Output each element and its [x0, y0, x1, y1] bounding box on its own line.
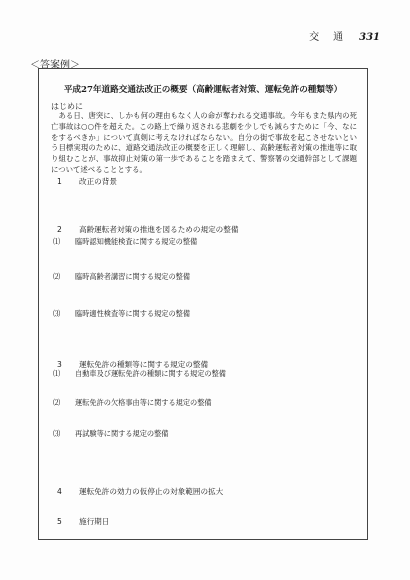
section-4-heading: 4 運転免許の効力の仮停止の対象範囲の拡大: [57, 487, 224, 496]
page-header: [309, 28, 380, 43]
intro-paragraph: ある日、唐突に、しかも何の理由もなく人の命が奪われる交通事故。今年もまた県内の死亡事故は○○件を超えた。この路上で繰り返される悲劇を少しでも減らすために「今、なにをするべきか」について真剣に考えなければならない。自分の街で事故を起こさせないという目標実現のために、道路交通法改正の概要を正しく理解し、高齢運転者対策の推進等に取り組むことが、事故抑止対策の第一歩であることを踏まえて、警察署の交通幹部として課題について述べることとする。: [51, 111, 357, 174]
header-category: 交 通: [309, 32, 346, 43]
section-3-sub-3: ⑶ 再試験等に関する規定の整備: [53, 429, 169, 438]
sample-answer-label: ＜答案例＞: [30, 60, 80, 71]
section-3-sub-2: ⑵ 運転免許の欠格事由等に関する規定の整備: [53, 398, 212, 407]
section-2-sub-2: ⑵ 臨時高齢者講習に関する規定の整備: [53, 272, 191, 281]
section-3-heading: 3 運転免許の種類等に関する規定の整備: [57, 360, 209, 369]
section-1-heading: 1 改正の背景: [57, 177, 117, 186]
answer-box: [38, 68, 368, 540]
page-number: 331: [359, 32, 380, 43]
section-2-sub-1: ⑴ 臨時認知機能検査に関する規定の整備: [53, 237, 198, 246]
section-2-heading: 2 高齢運転者対策の推進を図るための規定の整備: [57, 225, 239, 234]
intro-heading: はじめに: [51, 102, 83, 111]
section-2-sub-3: ⑶ 臨時適性検査等に関する規定の整備: [53, 309, 191, 318]
section-3-sub-1: ⑴ 自動車及び運転免許の種類に関する規定の整備: [53, 369, 226, 378]
section-5-heading: 5 施行期日: [57, 517, 110, 526]
answer-title: 平成27年道路交通法改正の概要（高齢運転者対策、運転免許の種類等）: [63, 85, 343, 95]
